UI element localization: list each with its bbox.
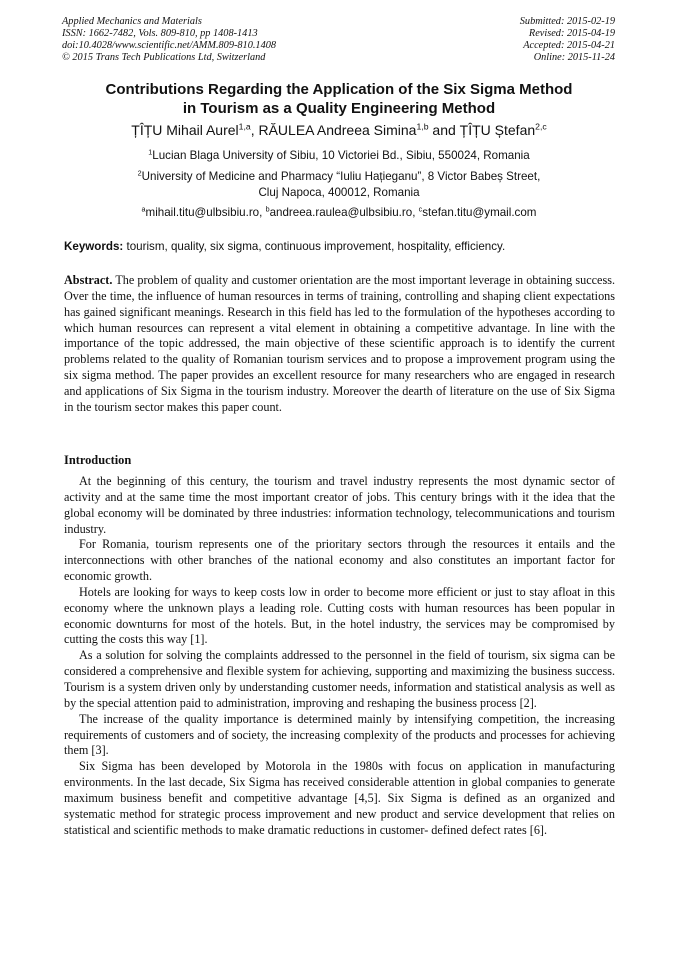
abstract-text: The problem of quality and customer orientation are the most important leverage in obtaining success. Over the time, the influence of human resources in terms of training, controlling and shaping client expectations has gained significant meanings. Research in this field has led to the formulation of the hypotheses according to which human resources can represent a vital element in obtaining a competitive advantage. In line with the importance of the topic addressed, the main objective of these scientific approach is to identify the current problems related to the quality of Romanian tourism services and to propose a improvement program using the six sigma method. The paper provides an excellent resource for many researchers who are engaged in research and applications of Six Sigma in the tourism industry. Moreover the dearth of literature on the use of Six Sigma in the tourism sector makes this paper count. (64, 273, 615, 414)
author-name: ȚÎȚU Mihail Aurel (131, 122, 239, 138)
copyright-line: © 2015 Trans Tech Publications Ltd, Switzerland (62, 52, 266, 63)
doi-line: doi:10.4028/www.scientific.net/AMM.809-810.1408 (62, 40, 277, 51)
keywords-label: Keywords: (64, 240, 124, 253)
email-address: mihail.titu@ulbsibiu.ro, (145, 206, 266, 219)
affiliation-mark: 2 (137, 168, 142, 178)
title-line-2: in Tourism as a Quality Engineering Method (182, 100, 496, 117)
email-address: stefan.titu@ymail.com (422, 206, 537, 219)
paragraph: For Romania, tourism represents one of the prioritary sectors through the resources it entails and the interconnections with other branches of the national economy and also constitutes an important factor for economic growth. (64, 537, 615, 584)
paragraph: Hotels are looking for ways to keep costs low in order to become more efficient or just to stay afloat in this economy where the unknown plays a leading role. Cutting costs with human resources has been popular in economic downturns for most of the hotels. But, in the hotel industry, the services may be compromised by cutting the costs this way [1]. (64, 584, 615, 647)
title-line-1: Contributions Regarding the Application of the Six Sigma Method (105, 81, 573, 98)
author-separator: , (250, 122, 259, 138)
author-affiliation-mark: 2,c (535, 121, 547, 132)
publication-dates (520, 16, 615, 64)
affiliation-mark: 1 (148, 147, 153, 157)
affiliation-text: Lucian Blaga University of Sibiu, 10 Victoriei Bd., Sibiu, 550024, Romania (152, 149, 530, 162)
paper-title (40, 80, 638, 118)
abstract-label: Abstract. (64, 273, 113, 287)
abstract (64, 273, 615, 416)
author-name: ȚÎȚU Ștefan (459, 122, 536, 138)
author-name: RĂULEA Andreea Simina (258, 122, 417, 138)
paragraph: The increase of the quality importance is determined mainly by intensifying competition, the increasing requirements of customers and of society, the increasing complexity of the products and processes for achieving them [3]. (64, 711, 615, 758)
section-heading-introduction: Introduction (64, 453, 132, 467)
affiliation-text: University of Medicine and Pharmacy “Iuliu Hațieganu”, 8 Victor Babeș Street, (141, 170, 541, 183)
journal-name: Applied Mechanics and Materials (62, 16, 202, 27)
email-mark: c (418, 204, 423, 214)
email-mark: a (141, 204, 146, 214)
author-separator: and (428, 122, 460, 138)
issn-line: ISSN: 1662-7482, Vols. 809-810, pp 1408-1413 (62, 28, 258, 39)
author-emails (40, 205, 638, 221)
paragraph: As a solution for solving the complaints addressed to the personnel in the field of tourism, six sigma can be considered a comprehensive and flexible system for achieving, supporting and maximizing the business success. Tourism is a system driven only by understanding customer needs, information and statistical analysis as well as by the special attention paid to administration, improving and reshaping the business process [2]. (64, 648, 615, 710)
affiliation-2 (40, 169, 638, 201)
keywords-text: tourism, quality, six sigma, continuous improvement, hospitality, efficiency. (123, 240, 506, 253)
affiliation-text: Cluj Napoca, 400012, Romania (258, 186, 420, 199)
journal-info (62, 16, 276, 64)
affiliation-1 (40, 148, 638, 164)
author-affiliation-mark: 1,b (416, 121, 429, 132)
paragraph: Six Sigma has been developed by Motorola in the 1980s with focus on application in manufacturing environments. In the last decade, Six Sigma has received considerable attention in global companies to generate maximum business benefit and competitive advantage [4,5]. Six Sigma is defined as an organized and systematic method for strategic process improvement and new product and service development that relies on statistical and scientific methods to make dramatic reductions in customer- defined defect rates [6]. (64, 759, 615, 837)
author-list (40, 121, 638, 139)
email-address: andreea.raulea@ulbsibiu.ro, (269, 206, 419, 219)
author-affiliation-mark: 1,a (238, 121, 251, 132)
paragraph: At the beginning of this century, the tourism and travel industry represents the most dynamic sector of activity and at the same time the most important creator of jobs. This century brings with it the idea that the global economy will be dominated by three industries: information technology, telecommunications and tourism industry. (64, 474, 615, 536)
email-mark: b (265, 204, 270, 214)
revised-date: Revised: 2015-04-19 (528, 28, 615, 39)
accepted-date: Accepted: 2015-04-21 (523, 40, 615, 51)
online-date: Online: 2015-11-24 (533, 52, 615, 63)
keywords (64, 239, 616, 254)
introduction-body (64, 474, 615, 838)
submitted-date: Submitted: 2015-02-19 (519, 16, 615, 27)
